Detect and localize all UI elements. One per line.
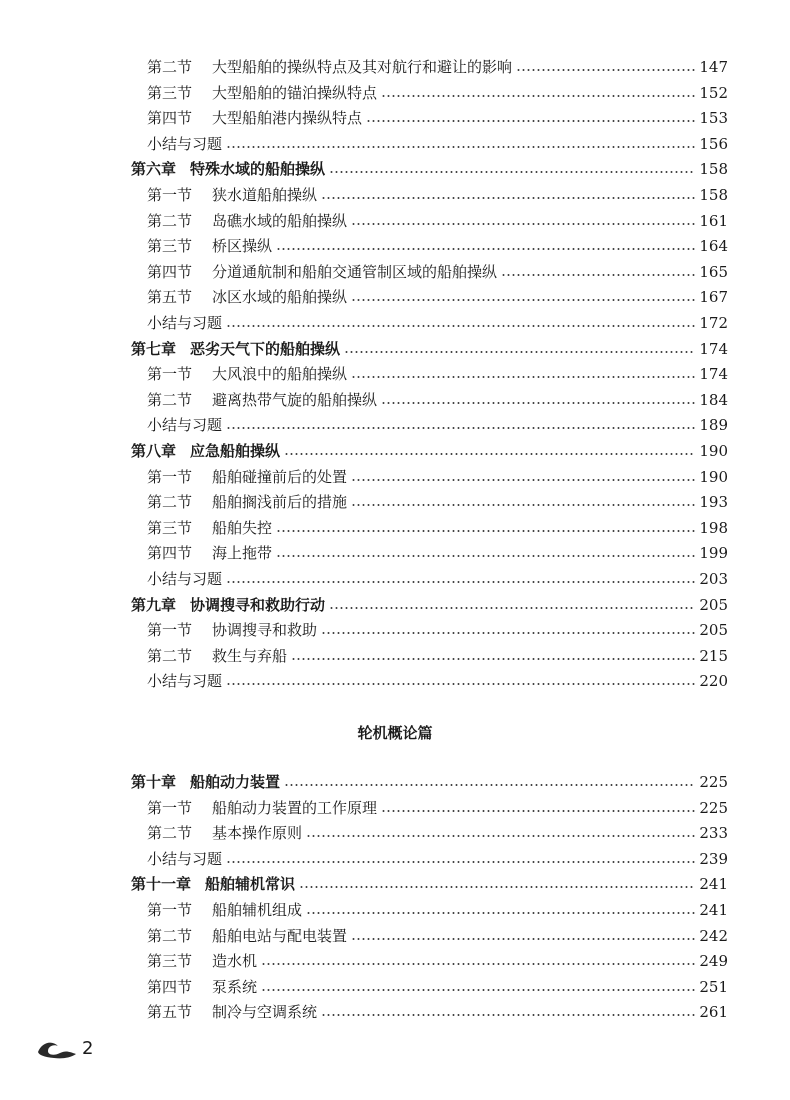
entry-number: 第七章: [131, 339, 177, 358]
entry-title: 船舶失控: [212, 518, 273, 537]
toc-chapter-entry: [0, 872, 790, 896]
page-number: 2: [82, 1037, 94, 1059]
dot-leader: [306, 912, 695, 914]
entry-page-number: 167: [699, 288, 728, 307]
entry-number: 第一节: [147, 621, 193, 640]
entry-page-number: 241: [699, 875, 728, 894]
entry-title: 应急船舶操纵: [190, 442, 281, 460]
entry-title: 冰区水域的船舶操纵: [212, 288, 348, 307]
entry-page-number: 156: [699, 134, 728, 153]
entry-page-number: 198: [699, 518, 728, 537]
dot-leader: [276, 555, 695, 557]
dot-leader: [226, 325, 695, 327]
dot-leader: [351, 299, 695, 301]
dot-leader: [366, 120, 695, 122]
entry-page-number: 205: [699, 621, 728, 640]
entry-page-number: 190: [699, 442, 728, 460]
entry-number: 第二节: [147, 390, 193, 409]
entry-title: 船舶动力装置: [190, 773, 281, 791]
toc-summary-entry: [0, 847, 790, 871]
toc-section-entry: [0, 260, 790, 284]
entry-title: 船舶动力装置的工作原理: [212, 798, 378, 817]
entry-page-number: 152: [699, 83, 728, 102]
entry-number: 第三节: [147, 952, 193, 971]
entry-number: 第二节: [147, 58, 193, 76]
entry-number: 第三节: [147, 237, 193, 256]
entry-title: 船舶辅机组成: [212, 901, 303, 919]
entry-page-number: 174: [699, 365, 728, 384]
dot-leader: [501, 274, 695, 276]
entry-number: 第三节: [147, 518, 193, 537]
dot-leader: [226, 146, 695, 148]
entry-page-number: 203: [699, 570, 728, 588]
entry-page-number: 220: [699, 672, 728, 691]
entry-number: 第八章: [131, 442, 177, 460]
toc-summary-entry: [0, 567, 790, 591]
dot-leader: [306, 835, 695, 837]
entry-page-number: 164: [699, 237, 728, 256]
dot-leader: [226, 427, 695, 429]
toc-section-entry: [0, 81, 790, 105]
entry-page-number: 165: [699, 262, 728, 281]
entry-number: 第五节: [147, 288, 193, 307]
toc-section-entry: [0, 975, 790, 999]
toc-section-entry: [0, 362, 790, 386]
entry-title: 基本操作原则: [212, 824, 303, 843]
dot-leader: [381, 95, 695, 97]
entry-page-number: 193: [699, 493, 728, 512]
entry-page-number: 147: [699, 58, 728, 76]
dot-leader: [226, 581, 695, 583]
toc-section-entry: [0, 644, 790, 668]
entry-number: 第一节: [147, 901, 193, 919]
dot-leader: [321, 632, 695, 634]
entry-page-number: 242: [699, 926, 728, 945]
entry-page-number: 225: [699, 773, 728, 791]
entry-page-number: 249: [699, 952, 728, 971]
entry-title: 船舶辅机常识: [205, 875, 296, 894]
entry-title: 大风浪中的船舶操纵: [212, 365, 348, 384]
entry-number: 第三节: [147, 83, 193, 102]
entry-title: 分道通航制和船舶交通管制区域的船舶操纵: [212, 262, 498, 281]
dot-leader: [351, 938, 695, 940]
entry-title: 恶劣天气下的船舶操纵: [190, 339, 341, 358]
dot-leader: [299, 886, 695, 888]
entry-title: 小结与习题: [147, 672, 223, 691]
entry-page-number: 205: [699, 595, 728, 614]
entry-number: 第四节: [147, 977, 193, 996]
entry-title: 狭水道船舶操纵: [212, 186, 318, 204]
entry-page-number: 161: [699, 211, 728, 230]
entry-page-number: 241: [699, 901, 728, 919]
entry-number: 第二节: [147, 493, 193, 512]
toc-section-entry: [0, 898, 790, 922]
toc-section-entry: [0, 55, 790, 79]
entry-number: 第一节: [147, 467, 193, 486]
dot-leader: [276, 530, 695, 532]
entry-title: 协调搜寻和救助: [212, 621, 318, 640]
entry-title: 桥区操纵: [212, 237, 273, 256]
entry-page-number: 239: [699, 849, 728, 868]
dot-leader: [329, 171, 695, 173]
dot-leader: [321, 197, 695, 199]
entry-title: 大型船舶的锚泊操纵特点: [212, 83, 378, 102]
entry-title: 大型船舶的操纵特点及其对航行和避让的影响: [212, 58, 513, 76]
entry-page-number: 174: [699, 339, 728, 358]
dot-leader: [226, 861, 695, 863]
dot-leader: [351, 223, 695, 225]
dot-leader: [344, 351, 695, 353]
dot-leader: [321, 1014, 695, 1016]
part-heading: 轮机概论篇: [357, 724, 433, 742]
dot-leader: [284, 453, 695, 455]
entry-page-number: 189: [699, 416, 728, 435]
toc-section-entry: [0, 1000, 790, 1024]
entry-title: 泵系统: [212, 977, 258, 996]
wave-icon: [36, 1036, 78, 1060]
toc-section-entry: [0, 618, 790, 642]
toc-section-entry: [0, 285, 790, 309]
toc-section-entry: [0, 209, 790, 233]
toc-chapter-entry: [0, 593, 790, 617]
toc-chapter-entry: [0, 770, 790, 794]
entry-page-number: 225: [699, 798, 728, 817]
entry-title: 小结与习题: [147, 314, 223, 332]
dot-leader: [351, 376, 695, 378]
dot-leader: [381, 402, 695, 404]
toc-summary-entry: [0, 132, 790, 156]
entry-number: 第二节: [147, 211, 193, 230]
dot-leader: [261, 989, 695, 991]
entry-page-number: 184: [699, 390, 728, 409]
entry-title: 协调搜寻和救助行动: [190, 595, 326, 614]
dot-leader: [351, 479, 695, 481]
entry-title: 特殊水域的船舶操纵: [190, 160, 326, 179]
entry-number: 第二节: [147, 824, 193, 843]
toc-section-entry: [0, 796, 790, 820]
entry-page-number: 233: [699, 824, 728, 843]
entry-page-number: 199: [699, 544, 728, 563]
entry-title: 船舶电站与配电装置: [212, 926, 348, 945]
entry-page-number: 158: [699, 160, 728, 179]
entry-title: 海上拖带: [212, 544, 273, 563]
toc-section-entry: [0, 821, 790, 845]
toc-section-entry: [0, 516, 790, 540]
entry-page-number: 251: [699, 977, 728, 996]
dot-leader: [284, 784, 695, 786]
toc-chapter-entry: [0, 337, 790, 361]
dot-leader: [291, 658, 695, 660]
entry-number: 第二节: [147, 926, 193, 945]
toc-section-entry: [0, 465, 790, 489]
entry-page-number: 172: [699, 314, 728, 332]
dot-leader: [516, 69, 695, 71]
entry-title: 小结与习题: [147, 416, 223, 435]
entry-number: 第一节: [147, 798, 193, 817]
entry-title: 小结与习题: [147, 849, 223, 868]
entry-title: 小结与习题: [147, 570, 223, 588]
toc-summary-entry: [0, 413, 790, 437]
entry-number: 第四节: [147, 544, 193, 563]
toc-section-entry: [0, 490, 790, 514]
entry-number: 第九章: [131, 595, 177, 614]
entry-title: 船舶碰撞前后的处置: [212, 467, 348, 486]
toc-section-entry: [0, 234, 790, 258]
entry-title: 岛礁水域的船舶操纵: [212, 211, 348, 230]
toc-section-entry: [0, 106, 790, 130]
entry-title: 避离热带气旋的船舶操纵: [212, 390, 378, 409]
entry-number: 第一节: [147, 365, 193, 384]
entry-title: 小结与习题: [147, 134, 223, 153]
dot-leader: [226, 683, 695, 685]
entry-title: 制冷与空调系统: [212, 1003, 318, 1022]
entry-title: 救生与弃船: [212, 646, 288, 665]
entry-page-number: 190: [699, 467, 728, 486]
entry-page-number: 261: [699, 1003, 728, 1022]
entry-page-number: 215: [699, 646, 728, 665]
toc-chapter-entry: [0, 157, 790, 181]
toc-section-entry: [0, 949, 790, 973]
entry-number: 第四节: [147, 262, 193, 281]
entry-number: 第六章: [131, 160, 177, 179]
toc-section-entry: [0, 924, 790, 948]
page-footer: [36, 1036, 93, 1060]
dot-leader: [329, 607, 695, 609]
entry-number: 第十一章: [131, 875, 192, 894]
toc-section-entry: [0, 541, 790, 565]
entry-title: 船舶搁浅前后的措施: [212, 493, 348, 512]
dot-leader: [351, 504, 695, 506]
entry-title: 造水机: [212, 952, 258, 971]
entry-page-number: 153: [699, 109, 728, 128]
toc-summary-entry: [0, 669, 790, 693]
entry-number: 第十章: [131, 773, 177, 791]
toc-summary-entry: [0, 311, 790, 335]
toc-section-entry: [0, 388, 790, 412]
entry-page-number: 158: [699, 186, 728, 204]
entry-title: 大型船舶港内操纵特点: [212, 109, 363, 128]
entry-number: 第五节: [147, 1003, 193, 1022]
dot-leader: [276, 248, 695, 250]
dot-leader: [261, 963, 695, 965]
toc-section-entry: [0, 183, 790, 207]
dot-leader: [381, 810, 695, 812]
toc-chapter-entry: [0, 439, 790, 463]
entry-number: 第一节: [147, 186, 193, 204]
entry-number: 第二节: [147, 646, 193, 665]
entry-number: 第四节: [147, 109, 193, 128]
